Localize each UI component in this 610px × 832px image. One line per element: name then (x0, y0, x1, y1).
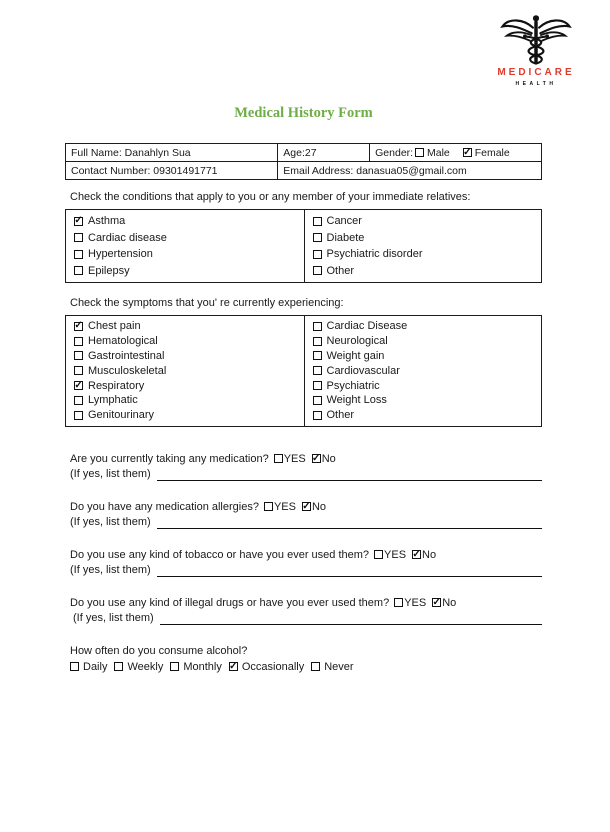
yes-checkbox[interactable] (394, 598, 403, 607)
question-alcohol (70, 644, 542, 673)
conditions-prompt: Check the conditions that apply to you or any member of your immediate relatives: (70, 191, 471, 203)
checkbox-icon[interactable]: ✓ (229, 660, 238, 672)
question-text: Do you use any kind of tobacco or have you ever used them? (70, 548, 370, 561)
checkbox-icon[interactable] (313, 322, 322, 331)
checkbox-icon[interactable] (313, 250, 322, 259)
condition-item-asthma[interactable] (74, 213, 304, 230)
age-cell[interactable]: Age:27 (278, 144, 370, 162)
checkbox-icon[interactable] (313, 351, 322, 360)
symptoms-prompt: Check the symptoms that you' re currently experiencing: (70, 297, 344, 309)
gender-cell (370, 144, 542, 162)
brand-name: MEDICARE (497, 67, 575, 78)
alcohol-option-weekly[interactable] (114, 661, 163, 673)
question-text: Do you have any medication allergies? (70, 500, 259, 513)
condition-item-diabete[interactable] (313, 230, 542, 247)
symptom-label: Neurological (326, 335, 388, 348)
questions-section (70, 452, 542, 673)
answer-line[interactable] (157, 470, 542, 481)
answer-line[interactable] (157, 566, 542, 577)
no-label: No (321, 452, 336, 465)
yes-label: YES (384, 548, 407, 561)
answer-line[interactable] (160, 614, 542, 625)
question-text: Do you use any kind of illegal drugs or have you ever used them? (70, 596, 390, 609)
symptom-item-cardiac-disease[interactable] (313, 319, 542, 334)
checkbox-icon[interactable] (313, 337, 322, 346)
followup-label: (If yes, list them) (70, 467, 151, 480)
symptom-label: Lymphatic (88, 394, 138, 407)
answer-line[interactable] (157, 518, 542, 529)
checkbox-icon[interactable] (313, 217, 322, 226)
checkbox-icon[interactable] (74, 396, 83, 405)
checkbox-icon[interactable]: ✓ (74, 320, 83, 332)
symptoms-box (65, 315, 542, 427)
contact-number-cell[interactable]: Contact Number: 09301491771 (66, 162, 278, 180)
condition-label: Asthma (88, 215, 126, 228)
symptom-label: Hematological (88, 335, 158, 348)
condition-item-cancer[interactable] (313, 213, 542, 230)
checkbox-icon[interactable] (313, 266, 322, 275)
symptom-label: Cardiovascular (326, 364, 400, 377)
yes-label: YES (273, 500, 296, 513)
question-allergies (70, 500, 542, 529)
checkbox-icon[interactable]: ✓ (74, 379, 83, 391)
yes-checkbox[interactable] (374, 550, 383, 559)
condition-label: Cardiac disease (88, 231, 167, 244)
condition-item-hypertension[interactable] (74, 246, 304, 263)
no-label: No (422, 548, 437, 561)
checkbox-icon[interactable] (313, 381, 322, 390)
email-cell[interactable]: Email Address: danasua05@gmail.com (278, 162, 542, 180)
symptom-label: Cardiac Disease (326, 320, 408, 333)
checkbox-icon[interactable] (74, 411, 83, 420)
checkbox-icon[interactable] (311, 662, 320, 671)
symptom-item-hematological[interactable] (74, 334, 304, 349)
checkbox-icon[interactable] (170, 662, 179, 671)
condition-label: Psychiatric disorder (326, 248, 423, 261)
no-checkbox[interactable]: ✓ (432, 596, 441, 608)
page-title: Medical History Form (234, 105, 373, 121)
male-label: Male (427, 146, 450, 159)
no-checkbox[interactable]: ✓ (312, 452, 321, 464)
option-label: Never (324, 660, 354, 673)
checkbox-icon[interactable] (313, 411, 322, 420)
symptom-label: Musculoskeletal (88, 364, 167, 377)
symptom-item-lymphatic[interactable] (74, 393, 304, 408)
symptom-item-cardiovascular[interactable] (313, 363, 542, 378)
no-checkbox[interactable]: ✓ (412, 548, 421, 560)
checkbox-icon[interactable] (74, 266, 83, 275)
symptom-label: Gastrointestinal (88, 349, 165, 362)
symptom-label: Respiratory (88, 379, 145, 392)
symptom-item-other[interactable] (313, 408, 542, 423)
yes-checkbox[interactable] (264, 502, 273, 511)
condition-label: Cancer (326, 215, 362, 228)
no-checkbox[interactable]: ✓ (302, 500, 311, 512)
followup-label: (If yes, list them) (70, 563, 151, 576)
symptom-item-respiratory[interactable] (74, 378, 304, 393)
checkbox-icon[interactable] (313, 366, 322, 375)
patient-info-table (65, 143, 542, 180)
medicare-logo (486, 14, 586, 87)
checkbox-icon[interactable]: ✓ (74, 215, 83, 227)
symptom-label: Chest pain (88, 320, 141, 333)
option-label: Occasionally (241, 660, 305, 673)
checkbox-icon[interactable] (74, 337, 83, 346)
condition-label: Other (326, 264, 355, 277)
condition-label: Epilepsy (88, 264, 130, 277)
alcohol-question: How often do you consume alcohol? (70, 644, 248, 657)
yes-checkbox[interactable] (274, 454, 283, 463)
option-label: Daily (83, 660, 108, 673)
alcohol-option-never[interactable] (311, 661, 353, 673)
checkbox-icon[interactable] (313, 396, 322, 405)
followup-label: (If yes, list them) (73, 611, 154, 624)
checkbox-icon[interactable] (74, 351, 83, 360)
alcohol-option-occasionally[interactable] (229, 661, 304, 673)
alcohol-option-daily[interactable] (70, 661, 107, 673)
checkbox-icon[interactable] (74, 366, 83, 375)
conditions-box (65, 209, 542, 283)
symptom-item-genitourinary[interactable] (74, 408, 304, 423)
checkbox-icon[interactable] (114, 662, 123, 671)
condition-label: Hypertension (88, 248, 153, 261)
gender-label: Gender: (375, 146, 414, 159)
condition-item-other[interactable] (313, 263, 542, 280)
symptom-item-musculoskeletal[interactable] (74, 363, 304, 378)
condition-item-psychiatric-disorder[interactable] (313, 246, 542, 263)
option-label: Weekly (127, 660, 164, 673)
checkbox-icon[interactable] (74, 250, 83, 259)
yes-label: YES (404, 596, 427, 609)
question-text: Are you currently taking any medication? (70, 452, 269, 465)
female-checkbox[interactable]: ✓ (463, 146, 472, 158)
symptom-item-psychiatric[interactable] (313, 378, 542, 393)
alcohol-option-monthly[interactable] (170, 661, 222, 673)
brand-subtitle: HEALTH (515, 81, 557, 87)
symptom-label: Genitourinary (88, 409, 155, 422)
checkbox-icon[interactable] (70, 662, 79, 671)
symptom-item-chest-pain[interactable] (74, 319, 304, 334)
symptom-item-weight-loss[interactable] (313, 393, 542, 408)
no-label: No (311, 500, 327, 513)
condition-item-cardiac-disease[interactable] (74, 230, 304, 247)
checkbox-icon[interactable] (313, 233, 322, 242)
female-label: Female (474, 146, 510, 159)
symptom-label: Weight gain (326, 349, 385, 362)
full-name-cell[interactable]: Full Name: Danahlyn Sua (66, 144, 278, 162)
yes-label: YES (283, 452, 306, 465)
question-medication (70, 452, 542, 481)
question-illegal-drugs (70, 596, 542, 625)
symptom-item-weight-gain[interactable] (313, 349, 542, 364)
condition-label: Diabete (326, 231, 365, 244)
no-label: No (442, 596, 457, 609)
symptom-label: Other (326, 409, 355, 422)
symptom-item-neurological[interactable] (313, 334, 542, 349)
symptom-label: Psychiatric (326, 379, 380, 392)
condition-item-epilepsy[interactable] (74, 263, 304, 280)
followup-label: (If yes, list them) (70, 515, 151, 528)
question-tobacco (70, 548, 542, 577)
option-label: Monthly (183, 660, 222, 673)
symptom-label: Weight Loss (326, 394, 387, 407)
checkbox-icon[interactable] (74, 233, 83, 242)
symptom-item-gastrointestinal[interactable] (74, 349, 304, 364)
male-checkbox[interactable] (415, 148, 424, 157)
caduceus-icon (486, 14, 586, 66)
